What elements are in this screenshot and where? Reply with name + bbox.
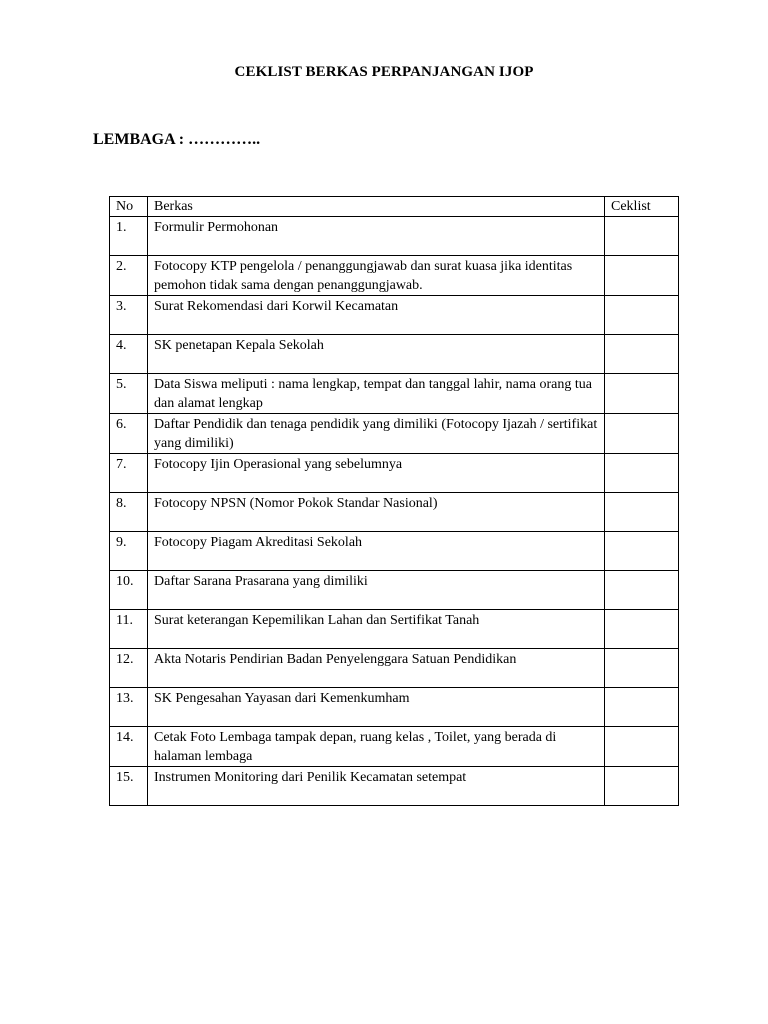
table-row	[110, 256, 679, 296]
row-ceklist-cell[interactable]	[605, 296, 679, 335]
table-header-row	[110, 197, 679, 217]
row-ceklist-cell[interactable]	[605, 532, 679, 571]
row-ceklist-cell[interactable]	[605, 688, 679, 727]
row-berkas: Fotocopy KTP pengelola / penanggungjawab dan surat kuasa jika identitas pemohon tidak sama dengan penanggungjawab.	[148, 256, 605, 296]
table-row	[110, 649, 679, 688]
row-number: 14.	[110, 727, 148, 767]
row-berkas: Fotocopy NPSN (Nomor Pokok Standar Nasional)	[148, 493, 605, 532]
table-row	[110, 767, 679, 806]
document-title: CEKLIST BERKAS PERPANJANGAN IJOP	[234, 64, 534, 80]
row-number: 11.	[110, 610, 148, 649]
row-number: 2.	[110, 256, 148, 296]
row-ceklist-cell[interactable]	[605, 374, 679, 414]
table-row	[110, 454, 679, 493]
table-row	[110, 414, 679, 454]
row-ceklist-cell[interactable]	[605, 414, 679, 454]
row-berkas: Daftar Sarana Prasarana yang dimiliki	[148, 571, 605, 610]
table-row	[110, 217, 679, 256]
table-row	[110, 532, 679, 571]
row-ceklist-cell[interactable]	[605, 217, 679, 256]
row-number: 4.	[110, 335, 148, 374]
table-body	[110, 217, 679, 806]
row-berkas: Formulir Permohonan	[148, 217, 605, 256]
row-berkas: Fotocopy Ijin Operasional yang sebelumnya	[148, 454, 605, 493]
row-berkas: Data Siswa meliputi : nama lengkap, tempat dan tanggal lahir, nama orang tua dan alamat lengkap	[148, 374, 605, 414]
row-berkas: Surat keterangan Kepemilikan Lahan dan Sertifikat Tanah	[148, 610, 605, 649]
row-berkas: Fotocopy Piagam Akreditasi Sekolah	[148, 532, 605, 571]
checklist-table	[109, 196, 679, 806]
table-row	[110, 727, 679, 767]
row-berkas: Instrumen Monitoring dari Penilik Kecamatan setempat	[148, 767, 605, 806]
row-number: 12.	[110, 649, 148, 688]
row-ceklist-cell[interactable]	[605, 727, 679, 767]
table-row	[110, 335, 679, 374]
row-ceklist-cell[interactable]	[605, 610, 679, 649]
row-ceklist-cell[interactable]	[605, 571, 679, 610]
row-number: 1.	[110, 217, 148, 256]
row-berkas: Surat Rekomendasi dari Korwil Kecamatan	[148, 296, 605, 335]
row-ceklist-cell[interactable]	[605, 493, 679, 532]
row-ceklist-cell[interactable]	[605, 335, 679, 374]
header-no: No	[110, 197, 148, 217]
row-ceklist-cell[interactable]	[605, 256, 679, 296]
table-row	[110, 688, 679, 727]
row-number: 13.	[110, 688, 148, 727]
row-berkas: SK Pengesahan Yayasan dari Kemenkumham	[148, 688, 605, 727]
header-berkas: Berkas	[148, 197, 605, 217]
row-number: 5.	[110, 374, 148, 414]
row-ceklist-cell[interactable]	[605, 649, 679, 688]
row-number: 9.	[110, 532, 148, 571]
row-ceklist-cell[interactable]	[605, 454, 679, 493]
table-row	[110, 296, 679, 335]
row-number: 3.	[110, 296, 148, 335]
row-number: 8.	[110, 493, 148, 532]
row-number: 15.	[110, 767, 148, 806]
row-berkas: Akta Notaris Pendirian Badan Penyelenggara Satuan Pendidikan	[148, 649, 605, 688]
row-number: 6.	[110, 414, 148, 454]
lembaga-label: LEMBAGA : …………..	[93, 131, 261, 148]
table-row	[110, 374, 679, 414]
table-row	[110, 493, 679, 532]
header-ceklist: Ceklist	[605, 197, 679, 217]
table-row	[110, 610, 679, 649]
row-berkas: Cetak Foto Lembaga tampak depan, ruang kelas , Toilet, yang berada di halaman lembaga	[148, 727, 605, 767]
row-number: 7.	[110, 454, 148, 493]
row-berkas: SK penetapan Kepala Sekolah	[148, 335, 605, 374]
row-berkas: Daftar Pendidik dan tenaga pendidik yang dimiliki (Fotocopy Ijazah / sertifikat yang dimiliki)	[148, 414, 605, 454]
table-row	[110, 571, 679, 610]
row-number: 10.	[110, 571, 148, 610]
row-ceklist-cell[interactable]	[605, 767, 679, 806]
